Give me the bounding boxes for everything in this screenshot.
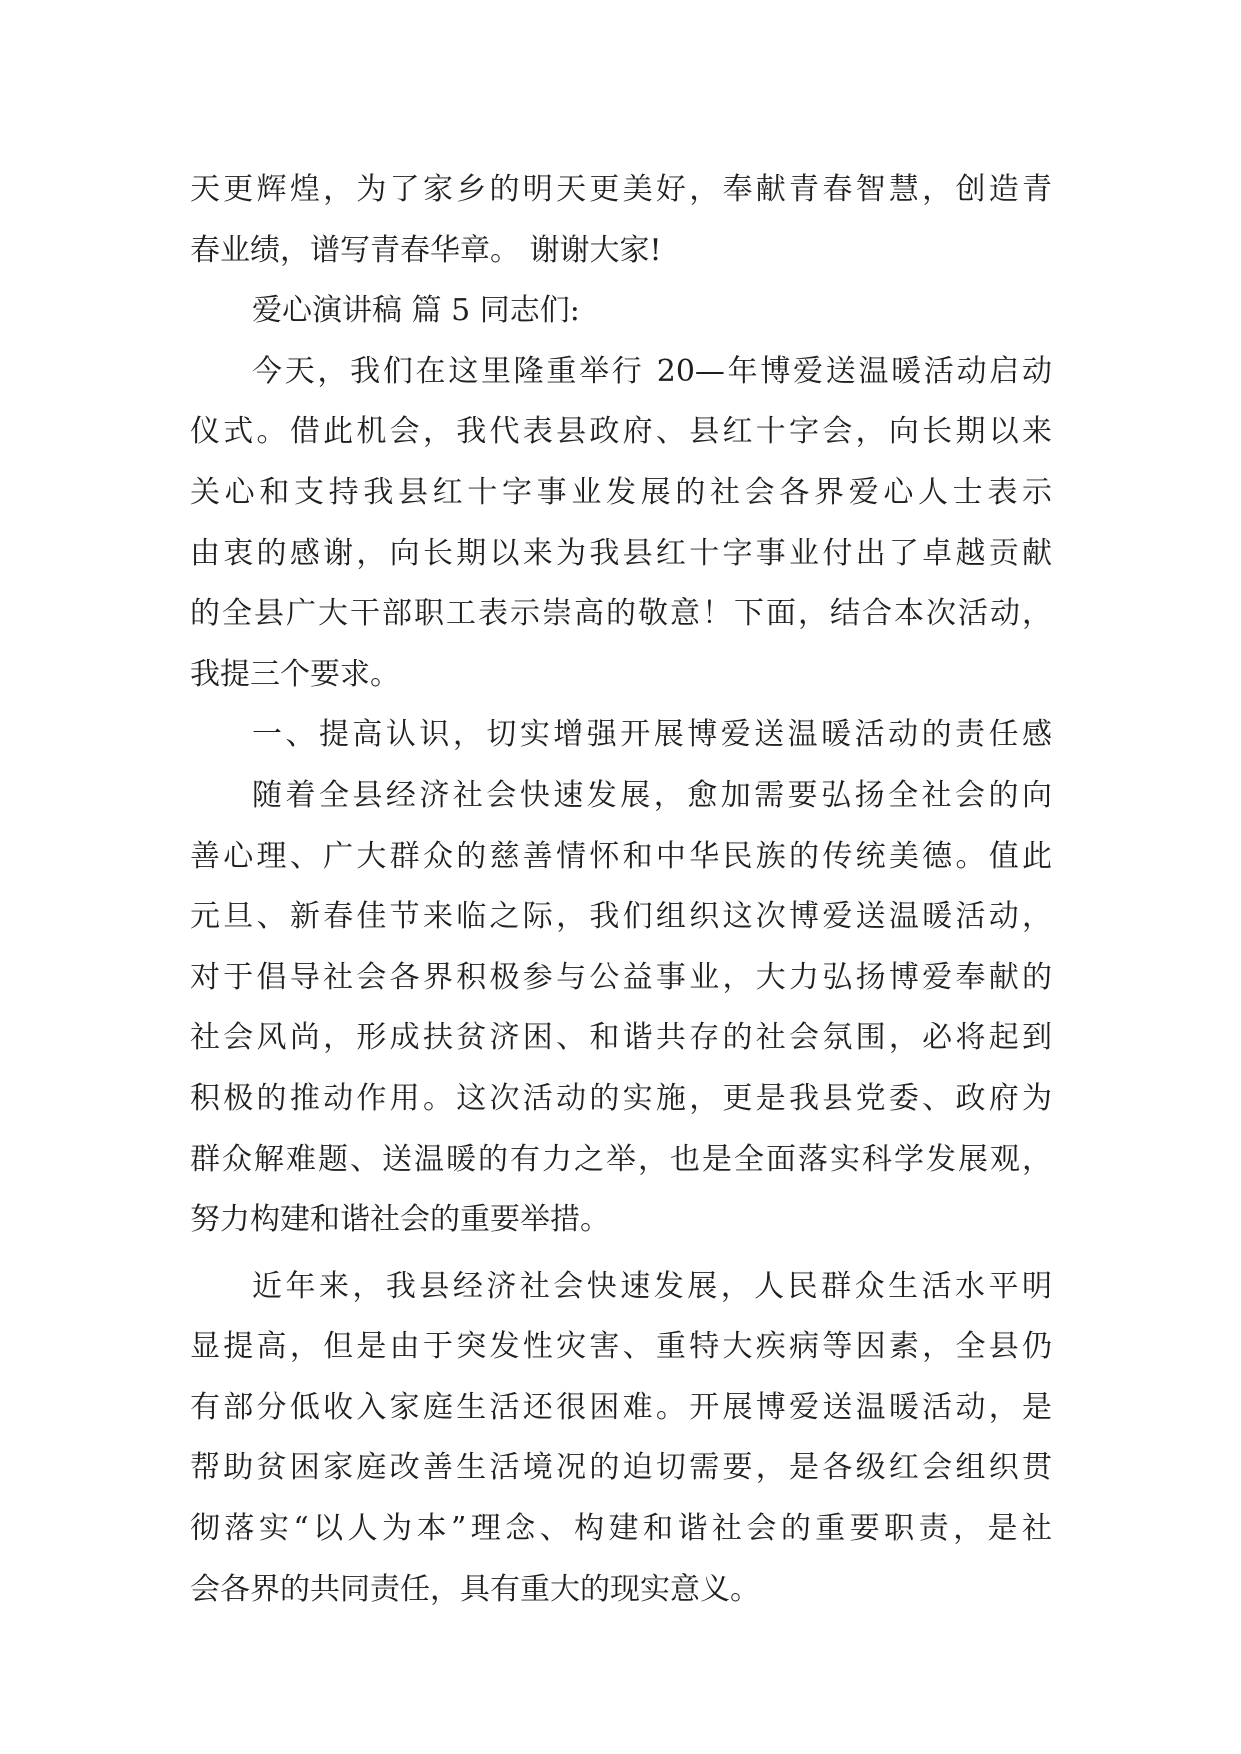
- text-line: 群众解难题、送温暖的有力之举，也是全面落实科学发展观，: [190, 1141, 1052, 1177]
- text-line: 关心和支持我县红十字事业发展的社会各界爱心人士表示: [190, 474, 1052, 510]
- text-line: 善心理、广大群众的慈善情怀和中华民族的传统美德。值此: [190, 838, 1052, 874]
- text-line: 天更辉煌，为了家乡的明天更美好，奉献青春智慧，创造青: [190, 172, 1052, 207]
- text-line: 由衷的感谢，向长期以来为我县红十字事业付出了卓越贡献: [190, 535, 1052, 571]
- text-line: 显提高，但是由于突发性灾害、重特大疾病等因素，全县仍: [190, 1329, 1052, 1365]
- text-line: 仪式。借此机会，我代表县政府、县红十字会，向长期以来: [190, 414, 1052, 450]
- text-line: 随着全县经济社会快速发展，愈加需要弘扬全社会的向: [252, 777, 1052, 813]
- text-line: 社会风尚，形成扶贫济困、和谐共存的社会氛围，必将起到: [190, 1020, 1052, 1056]
- subheading: 一、提高认识，切实增强开展博爱送温暖活动的责任感: [252, 717, 1052, 753]
- text-line: 今天，我们在这里隆重举行 20—年博爱送温暖活动启动: [252, 353, 1052, 389]
- text-line: 元旦、新春佳节来临之际，我们组织这次博爱送温暖活动，: [190, 899, 1052, 935]
- text-line: 彻落实“以人为本”理念、构建和谐社会的重要职责，是社: [190, 1511, 1052, 1547]
- section-heading: 爱心演讲稿 篇 5 同志们:: [252, 293, 580, 329]
- text-line: 对于倡导社会各界积极参与公益事业，大力弘扬博爱奉献的: [190, 959, 1052, 995]
- text-line: 会各界的共同责任，具有重大的现实意义。: [190, 1571, 760, 1607]
- text-line: 我提三个要求。: [190, 656, 400, 692]
- text-line: 积极的推动作用。这次活动的实施，更是我县党委、政府为: [190, 1080, 1052, 1116]
- text-line: 帮助贫困家庭改善生活境况的迫切需要，是各级红会组织贯: [190, 1450, 1052, 1486]
- text-line: 努力构建和谐社会的重要举措。: [190, 1202, 610, 1238]
- speech-text: [190, 160, 1052, 1620]
- text-line: 近年来，我县经济社会快速发展，人民群众生活水平明: [252, 1268, 1052, 1304]
- text-line: 的全县广大干部职工表示崇高的敬意！下面，结合本次活动，: [190, 596, 1052, 632]
- text-line: 有部分低收入家庭生活还很困难。开展博爱送温暖活动，是: [190, 1389, 1052, 1425]
- text-line: 春业绩，谱写青春华章。 谢谢大家!: [190, 232, 662, 268]
